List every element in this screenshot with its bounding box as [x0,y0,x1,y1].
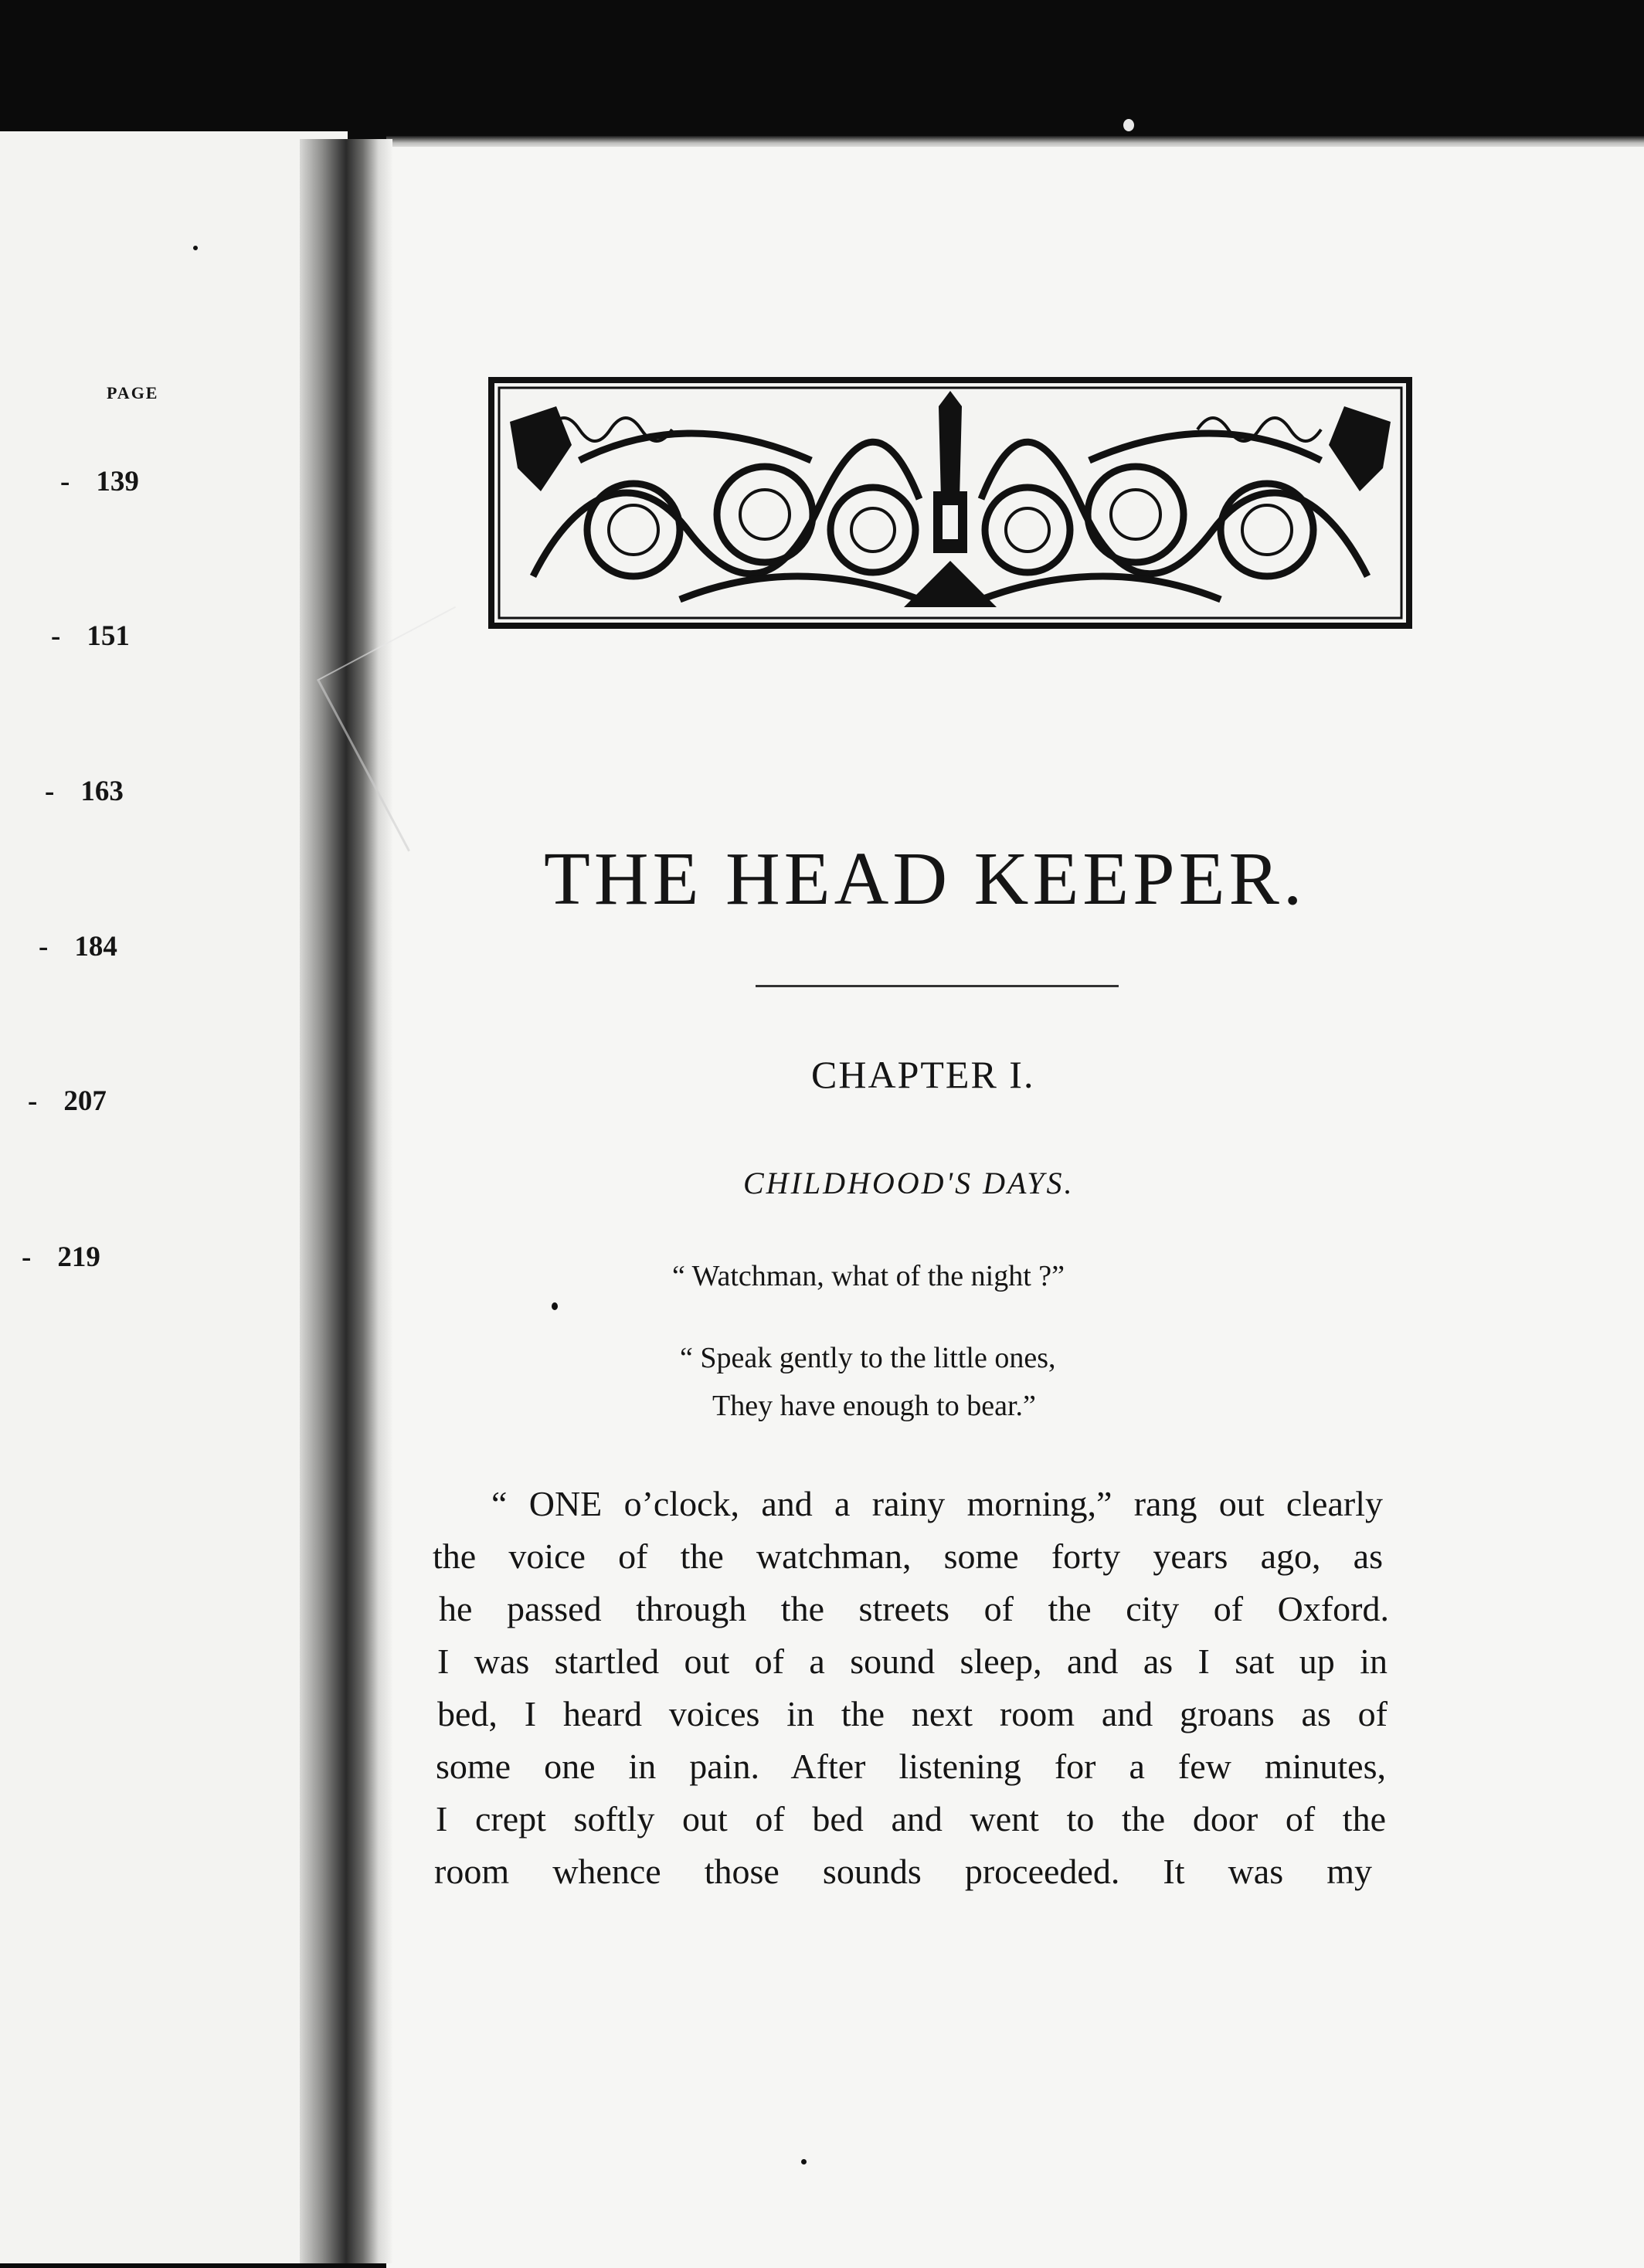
toc-page-number: 184 [74,931,117,963]
scan-speck [1123,119,1134,131]
toc-page-number: 163 [80,776,124,807]
body-line: he passed through the streets of the city of Oxford. [439,1589,1389,1628]
chapter-heading: CHAPTER I. [811,1053,1035,1096]
toc-page-number: 219 [57,1241,100,1273]
toc-dash: - [39,931,49,963]
toc-entry [28,1085,107,1118]
toc-entry [39,930,117,963]
toc-dash: - [28,1085,38,1117]
book-gutter [300,139,392,2263]
scan-speck [552,1302,558,1310]
toc-entry [22,1241,100,1274]
scan-speck [193,246,198,250]
scan-speck [801,2159,807,2164]
toc-page-number: 139 [96,466,139,497]
body-line: “ ONE o’clock, and a rainy morning,” rang out clearly [491,1484,1383,1523]
book-title: THE HEAD KEEPER. [544,837,1306,921]
epigraph-2-line-2: They have enough to bear.” [712,1390,1036,1422]
epigraph-2-line-1: “ Speak gently to the little ones, [680,1342,1056,1374]
toc-entry [51,620,130,653]
toc-dash: - [22,1241,32,1273]
body-line: I crept softly out of bed and went to the door of the [436,1799,1386,1839]
body-line: I was startled out of a sound sleep, and as I sat up in [437,1642,1388,1681]
toc-dash: - [45,776,55,807]
toc-entry [60,465,139,498]
toc-page-number: 207 [63,1085,107,1117]
body-line: bed, I heard voices in the next room and groans as of [437,1694,1388,1733]
left-page [0,131,348,2263]
body-line: room whence those sounds proceeded. It was my [434,1852,1372,1891]
title-divider [756,985,1119,987]
toc-dash: - [60,466,70,497]
chapter-title: CHILDHOOD'S DAYS. [743,1166,1075,1200]
body-line: some one in pain. After listening for a few minutes, [436,1747,1386,1786]
toc-entry [45,775,124,808]
body-line: the voice of the watchman, some forty years ago, as [433,1536,1383,1576]
toc-page-heading: PAGE [107,383,159,402]
epigraph-1: “ Watchman, what of the night ?” [672,1260,1065,1292]
ornament-headpiece-icon [487,375,1414,630]
toc-dash: - [51,620,61,652]
toc-page-number: 151 [87,620,130,652]
